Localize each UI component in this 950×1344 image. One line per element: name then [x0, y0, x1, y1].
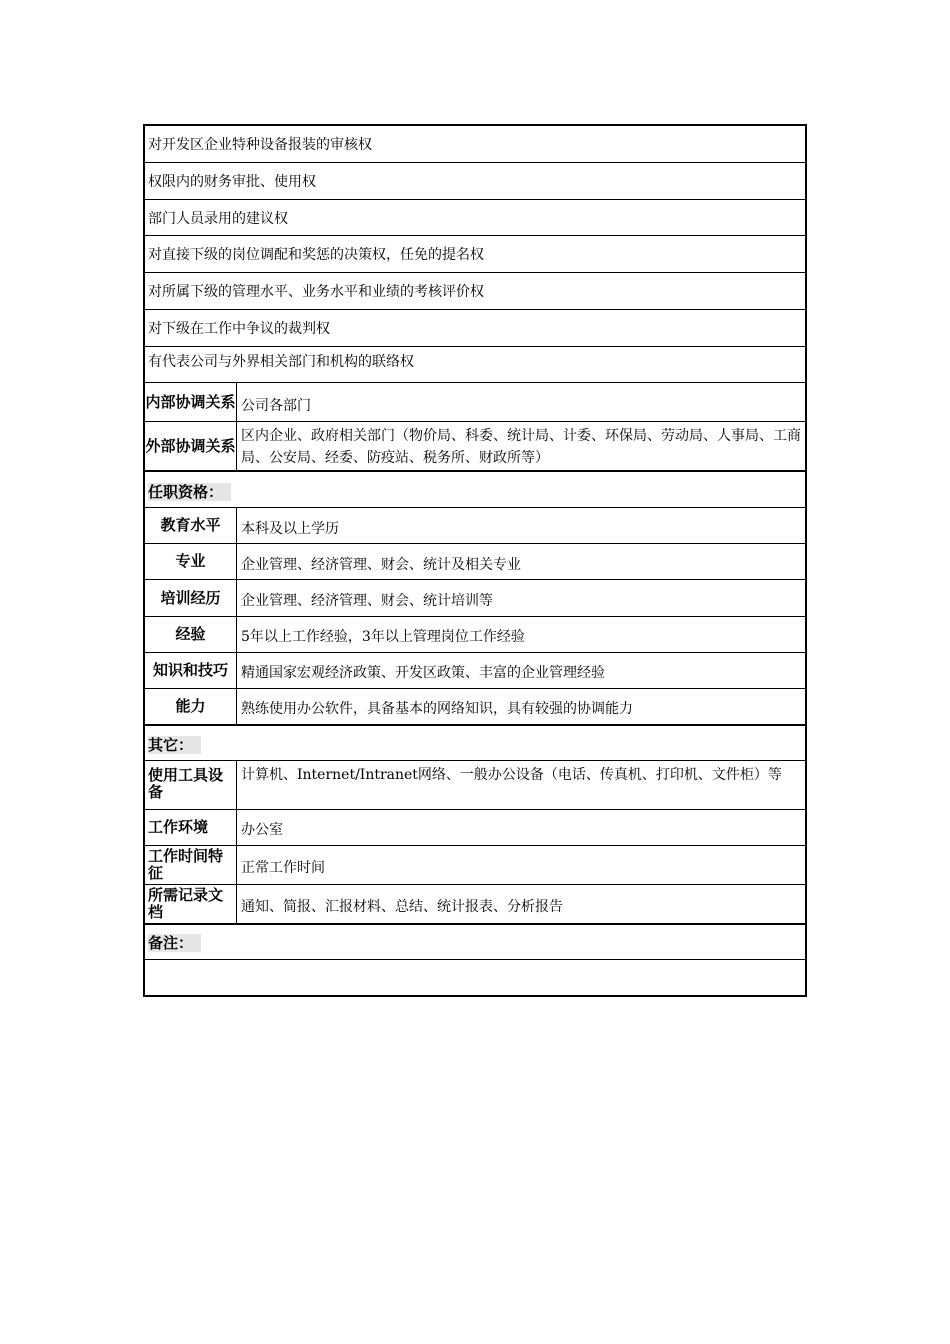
- notes-content-row: [145, 960, 805, 997]
- knowledge-value: 精通国家宏观经济政策、开发区政策、丰富的企业管理经验: [241, 665, 605, 681]
- notes-title: 备注：: [148, 934, 201, 952]
- worktime-value: 正常工作时间: [241, 860, 325, 876]
- knowledge-row: [145, 653, 805, 689]
- external-relation-row: [145, 422, 805, 472]
- knowledge-label: 知识和技巧: [145, 653, 237, 688]
- ability-label: 能力: [145, 689, 237, 724]
- authority-text: 有代表公司与外界相关部门和机构的联络权: [148, 354, 414, 370]
- authority-text: 权限内的财务审批、使用权: [148, 174, 316, 190]
- documents-row: [145, 885, 805, 925]
- others-title: 其它：: [148, 736, 201, 754]
- external-relation-label: 外部协调关系: [145, 422, 237, 470]
- experience-value: 5年以上工作经验，3年以上管理岗位工作经验: [241, 629, 525, 645]
- authority-text: 对开发区企业特种设备报装的审核权: [148, 137, 372, 153]
- environment-row: [145, 810, 805, 846]
- worktime-label: 工作时间特征: [145, 846, 237, 884]
- authority-row: [145, 126, 805, 163]
- qualifications-header-row: [145, 472, 805, 508]
- authority-row: [145, 310, 805, 347]
- authority-row: [145, 200, 805, 236]
- major-value: 企业管理、经济管理、财会、统计及相关专业: [241, 557, 521, 573]
- environment-value: 办公室: [241, 822, 283, 838]
- experience-label: 经验: [145, 617, 237, 652]
- tools-row: [145, 761, 805, 810]
- ability-row: [145, 689, 805, 726]
- others-header-row: [145, 726, 805, 761]
- external-relation-value: 区内企业、政府相关部门（物价局、科委、统计局、计委、环保局、劳动局、人事局、工商局、公安局、经委、防疫站、税务所、财政所等）: [241, 428, 801, 466]
- training-label: 培训经历: [145, 580, 237, 616]
- tools-label: 使用工具设备: [145, 761, 237, 809]
- notes-header-row: [145, 925, 805, 960]
- qualifications-title: 任职资格：: [148, 483, 231, 501]
- authority-row: [145, 163, 805, 200]
- documents-value: 通知、简报、汇报材料、总结、统计报表、分析报告: [241, 899, 563, 915]
- internal-relation-row: [145, 383, 805, 422]
- authority-text: 对直接下级的岗位调配和奖惩的决策权，任免的提名权: [148, 247, 484, 263]
- authority-text: 对所属下级的管理水平、业务水平和业绩的考核评价权: [148, 284, 484, 300]
- internal-relation-value: 公司各部门: [241, 398, 311, 414]
- documents-label: 所需记录文档: [145, 885, 237, 923]
- ability-value: 熟练使用办公软件，具备基本的网络知识，具有较强的协调能力: [241, 701, 633, 717]
- authority-row: [145, 347, 805, 383]
- major-label: 专业: [145, 544, 237, 579]
- education-label: 教育水平: [145, 508, 237, 543]
- major-row: [145, 544, 805, 580]
- environment-label: 工作环境: [145, 810, 237, 845]
- tools-value: 计算机、Internet/Intranet网络、一般办公设备（电话、传真机、打印机、文件柜）等: [241, 767, 782, 783]
- job-description-table: [143, 124, 807, 997]
- training-value: 企业管理、经济管理、财会、统计培训等: [241, 593, 493, 609]
- education-row: [145, 508, 805, 544]
- experience-row: [145, 617, 805, 653]
- authority-text: 部门人员录用的建议权: [148, 211, 288, 227]
- authority-text: 对下级在工作中争议的裁判权: [148, 321, 330, 337]
- authority-row: [145, 273, 805, 310]
- education-value: 本科及以上学历: [241, 521, 339, 537]
- worktime-row: [145, 846, 805, 885]
- training-row: [145, 580, 805, 617]
- internal-relation-label: 内部协调关系: [145, 383, 237, 421]
- authority-row: [145, 236, 805, 273]
